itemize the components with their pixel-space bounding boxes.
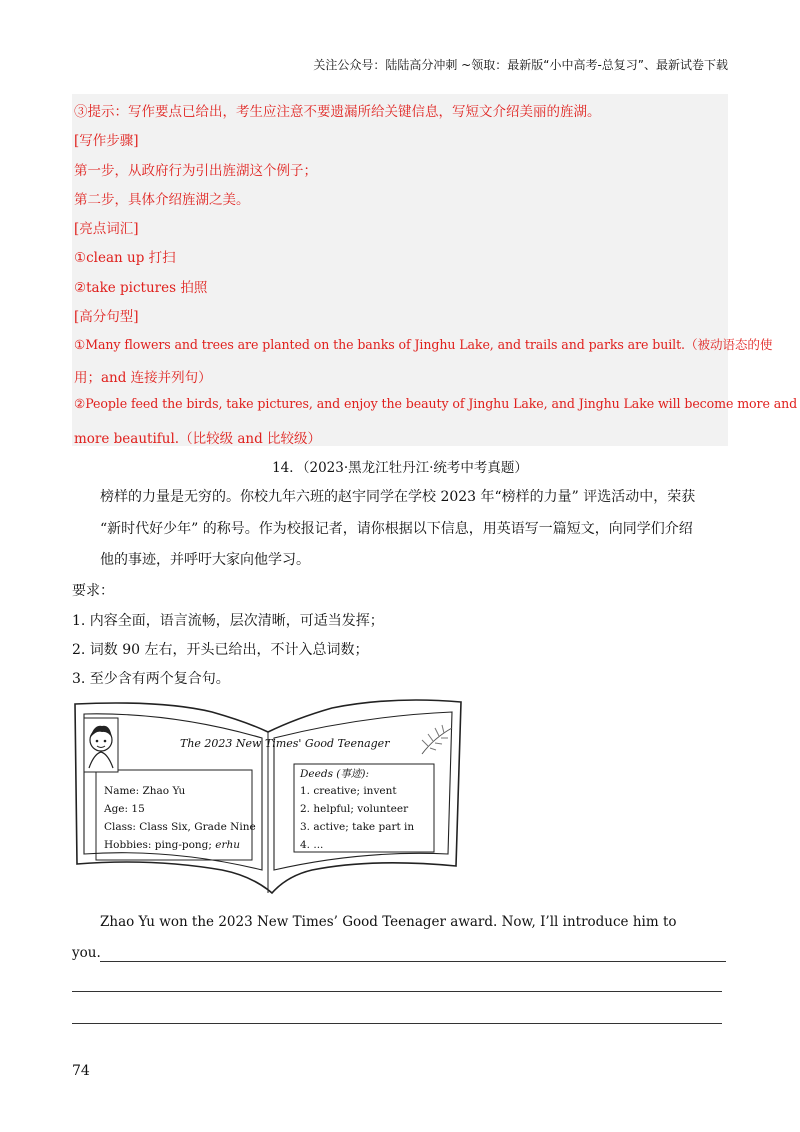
open-book-illustration — [72, 698, 464, 896]
deeds-heading: Deeds (事迹): — [300, 768, 370, 780]
writing-start-line-2: you. — [72, 945, 101, 961]
answer-line-1[interactable] — [100, 961, 726, 962]
deed-4: 4. ... — [300, 839, 324, 851]
intro-line-1: 榜样的力量是无穷的。你校九年六班的赵宇同学在学校 2023 年“榜样的力量” 评选活动中，荣获 — [100, 489, 696, 505]
vocab-1: ①clean up 打扫 — [74, 250, 176, 266]
card-name: Name: Zhao Yu — [104, 785, 186, 797]
step-2: 第二步，具体介绍旌湖之美。 — [74, 192, 250, 208]
writing-start-line: Zhao Yu won the 2023 New Times’ Good Teenager award. Now, I’ll introduce him to — [100, 914, 677, 930]
card-hobbies: Hobbies: ping-pong; erhu — [104, 839, 241, 851]
sentence-1a: ①Many flowers and trees are planted on the banks of Jinghu Lake, and trails and parks are built.（被动语态的使 — [74, 337, 773, 352]
deed-3: 3. active; take part in — [300, 821, 415, 833]
page-header: 关注公众号：陆陆高分冲刺 ~领取：最新版“小中高考-总复习”、最新试卷下载 — [313, 58, 728, 72]
answer-line-2[interactable] — [72, 991, 722, 992]
page-number: 74 — [72, 1063, 90, 1079]
step-1: 第一步，从政府行为引出旌湖这个例子； — [74, 163, 317, 179]
tip-line: ③提示：写作要点已给出，考生应注意不要遗漏所给关键信息，写短文介绍美丽的旌湖。 — [74, 104, 601, 120]
card-title: The 2023 New Times' Good Teenager — [180, 737, 390, 750]
sentence-heading: [高分句型] — [74, 309, 139, 325]
requirements-heading: 要求： — [72, 583, 114, 599]
answer-line-3[interactable] — [72, 1023, 722, 1024]
requirement-3: 3. 至少含有两个复合句。 — [72, 671, 230, 687]
deed-2: 2. helpful; volunteer — [300, 803, 409, 815]
question-title: 14．（2023·黑龙江牡丹江·统考中考真题） — [272, 460, 528, 476]
intro-line-3: 他的事迹，并呼吁大家向他学习。 — [100, 552, 310, 568]
card-class: Class: Class Six, Grade Nine — [104, 821, 256, 833]
sentence-2b: more beautiful.（比较级 and 比较级） — [74, 431, 322, 447]
requirement-2: 2. 词数 90 左右，开头已给出，不计入总词数； — [72, 642, 369, 658]
card-age: Age: 15 — [104, 803, 145, 815]
sentence-1b: 用；and 连接并列句） — [74, 370, 212, 386]
info-card-book — [72, 698, 464, 896]
steps-heading: [写作步骤] — [74, 133, 139, 149]
deed-1: 1. creative; invent — [300, 785, 397, 797]
intro-line-2: “新时代好少年” 的称号。作为校报记者，请你根据以下信息，用英语写一篇短文，向同学们介绍 — [100, 521, 693, 537]
vocab-2: ②take pictures 拍照 — [74, 280, 208, 296]
avatar — [84, 718, 118, 772]
requirement-1: 1. 内容全面，语言流畅，层次清晰，可适当发挥； — [72, 613, 384, 629]
vocab-heading: [亮点词汇] — [74, 221, 139, 237]
answer-block — [72, 94, 728, 446]
sentence-2a: ②People feed the birds, take pictures, and enjoy the beauty of Jinghu Lake, and Jinghu Lake will become more and — [74, 396, 798, 411]
